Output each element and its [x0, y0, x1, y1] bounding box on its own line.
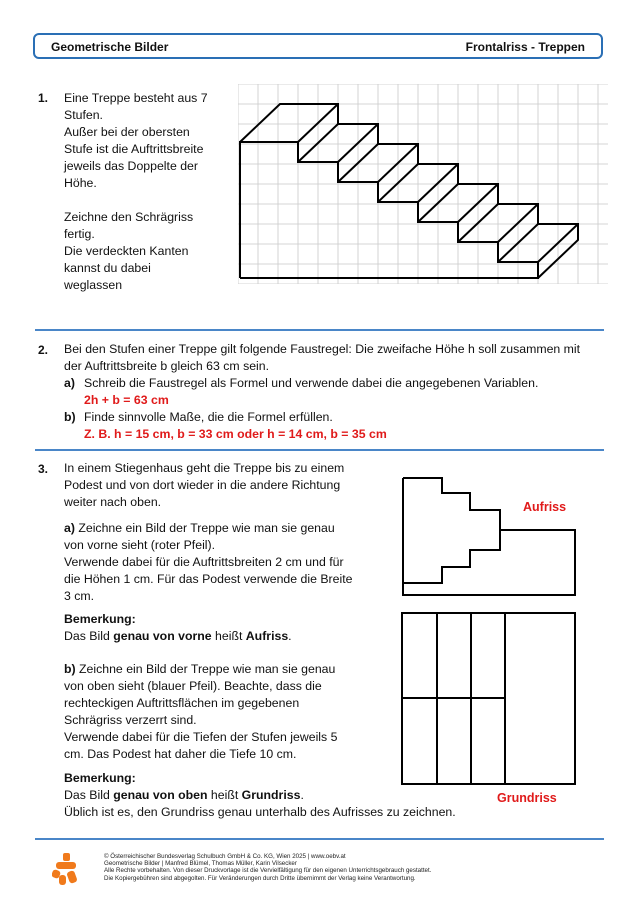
task1-line: Stufe ist die Auftrittsbreite	[64, 142, 204, 156]
task1-line: jeweils das Doppelte der	[64, 159, 198, 173]
task3-number: 3.	[38, 462, 49, 476]
task3-b-line: Verwende dabei für die Tiefen der Stufen jeweils 5	[64, 730, 338, 744]
divider	[35, 329, 604, 331]
task3-a-line: Verwende dabei für die Auftrittsbreiten 2 cm und für	[64, 555, 344, 569]
note-bold: genau von oben	[113, 788, 208, 802]
footer-line: Geometrische Bilder | Manfred Blümel, Thomas Müller, Karin Vilsecker	[104, 860, 297, 868]
grid	[238, 84, 608, 284]
task1-line: Zeichne den Schrägriss	[64, 210, 194, 224]
task2-b-answer: Z. B. h = 15 cm, b = 33 cm oder h = 14 cm, b = 35 cm	[84, 427, 387, 441]
task3-b-line: Schrägriss verzerrt sind.	[64, 713, 197, 727]
task1-line: Eine Treppe besteht aus 7	[64, 91, 208, 105]
task3-a-line: die Höhen 1 cm. Für das Podest verwende die Breite	[64, 572, 353, 586]
task3-b-line: von oben sieht (blauer Pfeil). Beachte, dass die	[64, 679, 322, 693]
task3-note2	[64, 770, 456, 821]
note-text: Das Bild	[64, 788, 114, 802]
aufriss-steps	[400, 475, 580, 600]
stair-oblique-drawing	[238, 84, 608, 284]
task3-a-line: von vorne sieht (roter Pfeil).	[64, 538, 216, 552]
task1-line: Höhe.	[64, 176, 97, 190]
header-topic: Frontalriss - Treppen	[465, 40, 585, 54]
task3-a-label: a)	[64, 521, 75, 535]
grundriss-label: Grundriss	[497, 791, 557, 805]
note-text: Üblich ist es, den Grundriss genau unterhalb des Aufrisses zu zeichnen.	[64, 805, 456, 819]
task2-b-text: Finde sinnvolle Maße, die die Formel erfüllen.	[84, 410, 333, 424]
note-bold: genau von vorne	[113, 629, 212, 643]
note-text: .	[288, 629, 292, 643]
note-text: heißt	[211, 629, 246, 643]
task1-text	[64, 90, 208, 294]
note-text: Das Bild	[64, 629, 114, 643]
task1-line: Außer bei der obersten	[64, 125, 190, 139]
task1-line: weglassen	[64, 278, 123, 292]
grundriss-drawing	[400, 611, 580, 787]
note-text: .	[300, 788, 304, 802]
note-title: Bemerkung:	[64, 612, 136, 626]
task3-b-line: Zeichne ein Bild der Treppe wie man sie genau	[75, 662, 336, 676]
task2-number: 2.	[38, 343, 49, 357]
task2-intro: Bei den Stufen einer Treppe gilt folgende Faustregel: Die zweifache Höhe h soll zusammen mit	[64, 342, 581, 356]
page-header	[33, 33, 603, 59]
divider	[35, 838, 604, 840]
task3-a	[64, 520, 352, 605]
task2-a-label: a)	[64, 376, 75, 390]
aufriss-label: Aufriss	[523, 500, 567, 514]
stair-lines	[240, 104, 578, 278]
task2-text	[64, 341, 609, 375]
task3-a-line: Zeichne ein Bild der Treppe wie man sie genau	[74, 521, 335, 535]
task2-a-answer: 2h + b = 63 cm	[84, 393, 169, 407]
task1-line: Die verdeckten Kanten	[64, 244, 189, 258]
task2-a-text: Schreib die Faustregel als Formel und verwende dabei die angegebenen Variablen.	[84, 376, 539, 390]
task3-a-line: 3 cm.	[64, 589, 95, 603]
task3-intro	[64, 460, 344, 511]
footer-line: Alle Rechte vorbehalten. Von dieser Druckvorlage ist die Vervielfältigung für den eigenen Unterrichtsgebrauch gestattet.	[104, 867, 432, 875]
task1-line: Stufen.	[64, 108, 103, 122]
note-text: heißt	[207, 788, 242, 802]
task2-b-label: b)	[64, 410, 76, 424]
header-title: Geometrische Bilder	[51, 40, 169, 54]
task2-intro: der Auftrittsbreite b gleich 63 cm sein.	[64, 359, 270, 373]
task3-b	[64, 661, 337, 763]
note-bold: Aufriss	[245, 629, 289, 643]
task3-b-label: b)	[64, 662, 76, 676]
task1-number: 1.	[38, 91, 49, 105]
footer-line: Die Kopiergebühren sind abgegolten. Für Veränderungen durch Dritte übernimmt der Verlag keine Verantwortung.	[104, 874, 416, 882]
task3-b-line: cm. Das Podest hat daher die Tiefe 10 cm.	[64, 747, 297, 761]
footer-text	[104, 853, 431, 882]
note-title: Bemerkung:	[64, 771, 136, 785]
task1-line: kannst du dabei	[64, 261, 151, 275]
task3-intro-line: Podest und von dort wieder in die andere Richtung	[64, 478, 341, 492]
divider	[35, 449, 604, 451]
publisher-logo-icon	[52, 853, 80, 885]
task3-b-line: rechteckigen Auftrittsflächen im gegebenen	[64, 696, 300, 710]
task1-line: fertig.	[64, 227, 95, 241]
note-bold: Grundriss	[241, 788, 301, 802]
footer-line: © Österreichischer Bundesverlag Schulbuch GmbH & Co. KG, Wien 2025 | www.oebv.at	[104, 853, 346, 860]
task3-intro-line: In einem Stiegenhaus geht die Treppe bis zu einem	[64, 461, 345, 475]
task3-note1	[64, 611, 292, 645]
task3-intro-line: weiter nach oben.	[64, 495, 162, 509]
